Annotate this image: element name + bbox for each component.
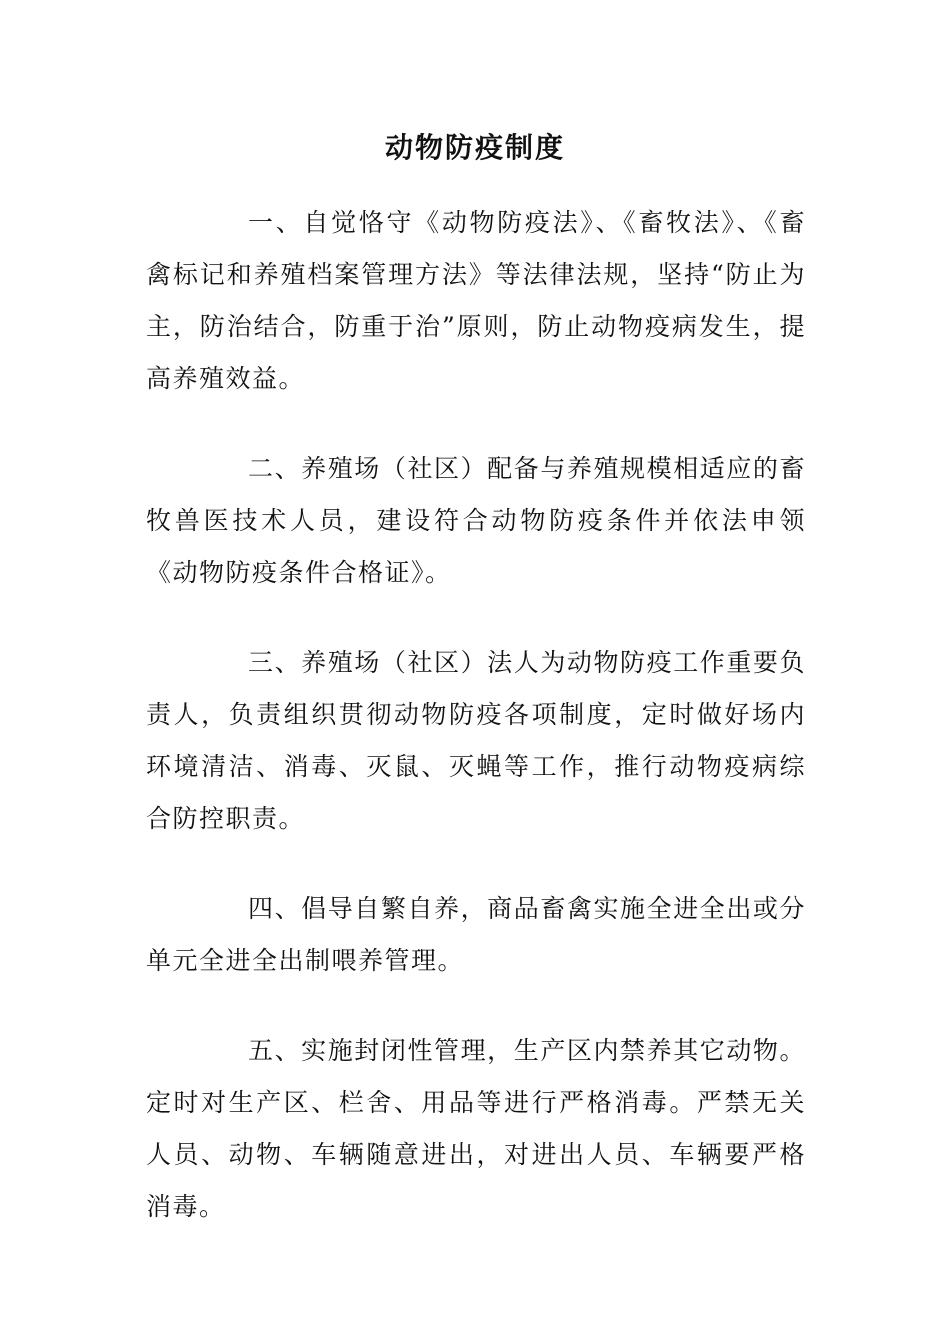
- paragraph-2: 二、养殖场（社区）配备与养殖规模相适应的畜牧兽医技术人员，建设符合动物防疫条件并依法申领《动物防疫条件合格证》。: [146, 454, 806, 587]
- paragraph-3: 三、养殖场（社区）法人为动物防疫工作重要负责人，负责组织贯彻动物防疫各项制度，定时做好场内环境清洁、消毒、灭鼠、灭蝇等工作，推行动物疫病综合防控职责。: [146, 648, 806, 833]
- paragraph-1: 一、自觉恪守《动物防疫法》、《畜牧法》、《畜禽标记和养殖档案管理方法》等法律法规，坚持“防止为主，防治结合，防重于治”原则，防止动物疫病发生，提高养殖效益。: [146, 208, 806, 393]
- paragraph-4: 四、倡导自繁自养，商品畜禽实施全进全出或分单元全进全出制喂养管理。: [146, 894, 806, 975]
- document-body: [146, 197, 806, 1271]
- paragraph-5: 五、实施封闭性管理，生产区内禁养其它动物。定时对生产区、栏舍、用品等进行严格消毒。严禁无关人员、动物、车辆随意进出，对进出人员、车辆要严格消毒。: [146, 1036, 806, 1221]
- page-title: 动物防疫制度: [384, 131, 565, 164]
